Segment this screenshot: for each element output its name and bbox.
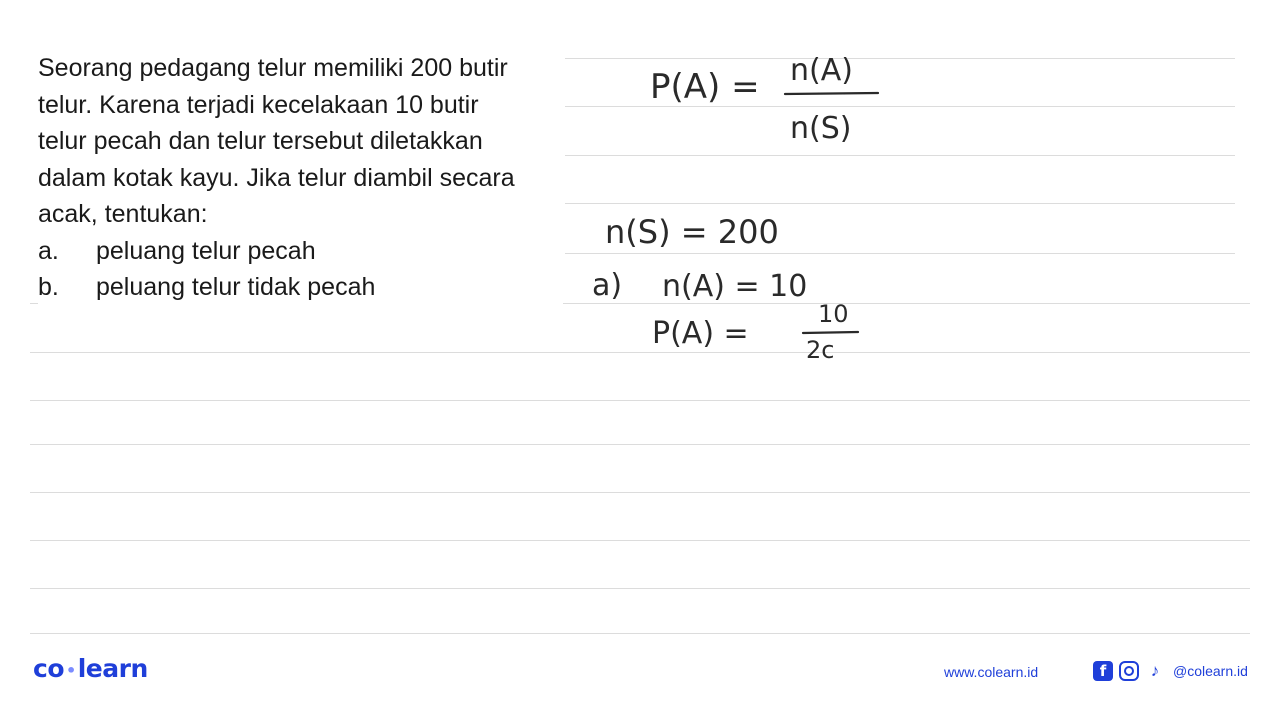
probability-denominator: 2c [806,336,835,364]
logo-text: learn [77,654,148,683]
website-url[interactable]: www.colearn.id [944,664,1039,680]
problem-line: Seorang pedagang telur memiliki 200 butir [38,54,508,82]
logo-text: co [33,654,64,683]
option-key: b. [38,273,59,301]
sample-space-line: n(S) = 200 [605,213,779,251]
problem-line: telur. Karena terjadi kecelakaan 10 butir [38,90,479,119]
logo-dot: • [66,660,76,680]
probability-lhs: P(A) = [652,316,749,351]
problem-line: dalam kotak kayu. Jika telur diambil secara [38,163,515,192]
social-handle[interactable]: @colearn.id [1173,663,1248,679]
social-links [1093,661,1248,681]
probability-numerator: 10 [818,300,849,328]
part-a-label: a) [592,268,623,303]
problem-line: acak, tentukan: [38,200,208,228]
option-key: a. [38,236,59,265]
problem-line: telur pecah dan telur tersebut diletakkan [38,127,483,155]
formula-denominator: n(S) [790,111,852,146]
option-text: peluang telur pecah [96,236,316,265]
instagram-icon[interactable] [1119,661,1139,681]
formula-numerator: n(A) [790,53,853,88]
colearn-logo [33,654,148,683]
facebook-icon[interactable]: f [1093,661,1113,681]
probability-fraction-bar [803,332,858,333]
option-text: peluang telur tidak pecah [96,273,376,301]
event-count-line: n(A) = 10 [662,269,808,304]
formula-fraction-bar [785,93,878,94]
formula-lhs: P(A) = [650,67,760,107]
tiktok-icon[interactable]: ♪ [1150,661,1160,680]
